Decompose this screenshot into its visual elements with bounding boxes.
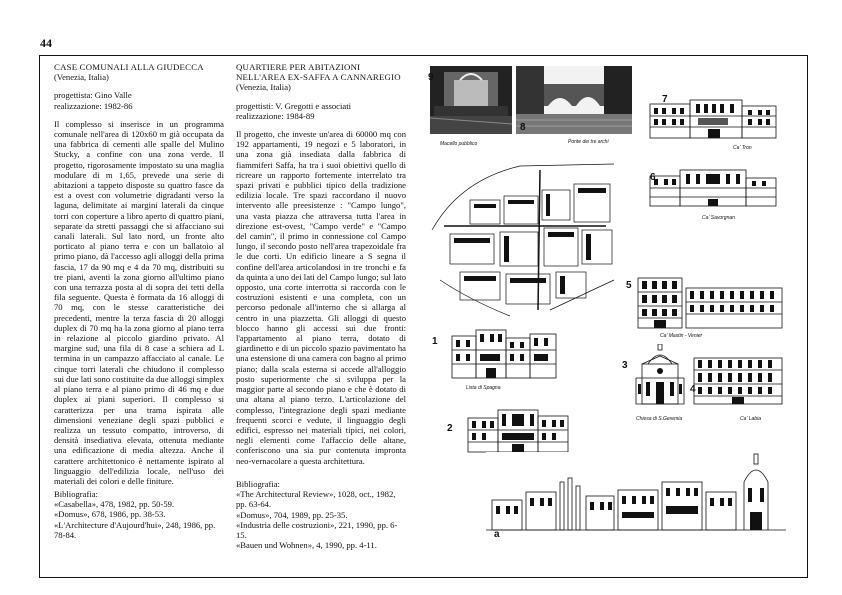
article-body: Il progetto, che investe un'area di 60000 mq con 192 appartamenti, 19 negozi e 5 laboratori, in una zona già insediata dalla fabbrica di fiammiferi Saffa, ha tra i suoi obiettivi quello di ricreare un rapporto fortemente interrelato tra spazi privati e pubblici tipico della tradizione edilizia locale. Tre spazi raccordano il nuovo intervento alle preesistenze : "Campo lungo", una vasta piazza che attraversa tutta l'area in direzione est-ovest, "Campo verde" e "Campo del camin", il primo in connessione col Campo lungo, il secondo posto nell'area trapezoidale fra le due corti. Un edificio lineare a S segna il confine dell'area articolandosi in tre tronchi e fa da quinta a uno dei lati del Campo lungo; sul lato opposto, una corte interrotta si raccorda con le costruzioni esistenti e una completa, con un percorso pedonale all'interno che si allarga al centro in una piazzetta. Gli alloggi di questo blocco hanno gli accessi sui due fronti: l'appartamento al piano terra, dotato di giardinetto e di un piccolo spazio pavimentato ha una estensione di una camera con bagno al primo piano; dalla scala esterna si accede all'alloggio posto superiormente che si sviluppa per la maggior parte al secondo piano e che è dotato di una altana al piano terzo. L'articolazione del complesso, l'integrazione degli spazi mediante frequenti scorci e vedute, il linguaggio degli edifici, espresso nei materiali tipici, nei colori, negli elementi come l'affaccio delle altane, conferiscono una sia pur contenuta impronta neo-vernacolare a questa architettura. [236, 129, 406, 466]
article-location: (Venezia, Italia) [236, 82, 291, 93]
figure-5-caption: Ca' Mastin - Venier [660, 333, 703, 339]
figure-5-number: 5 [626, 280, 632, 291]
bibliography-entry: «Industria delle costruzioni», 221, 1990, pp. 6-15. [236, 519, 398, 541]
figure-6-number: 6 [650, 172, 656, 183]
article-realization: realizzazione: 1982-86 [54, 100, 133, 111]
bibliography-left [54, 489, 226, 540]
figure-9-caption: Macello pubblico [440, 141, 478, 147]
bibliography-entry: «Bauen und Wohnen», 4, 1990, pp. 4-11. [236, 540, 377, 551]
bibliography-label: Bibliografia: [54, 489, 98, 499]
article-saffa [236, 62, 406, 466]
bibliography-label: Bibliografia: [236, 479, 280, 489]
figure-2-number: 2 [447, 423, 453, 434]
article-title: CASE COMUNALI ALLA GIUDECCA [54, 62, 204, 72]
figure-5-image [630, 274, 786, 330]
bibliography-entry: «L'Architecture d'Aujourd'hui», 248, 1986, pp. 78-84. [54, 519, 216, 540]
bibliography-right [236, 479, 408, 550]
figure-8-number: 8 [520, 122, 526, 133]
figure-1-image [450, 326, 558, 380]
article-giudecca [54, 62, 224, 486]
article-title: QUARTIERE PER ABITAZIONI NELL'AREA EX-SAFFA A CANNAREGIO [236, 62, 401, 83]
figure-4-image [692, 354, 784, 406]
figure-8-image [516, 66, 632, 134]
figure-6-image [648, 166, 778, 208]
figure-3-caption: Chiesa di S.Geremia [636, 416, 683, 422]
page-number: 44 [40, 36, 52, 50]
site-plan-image [430, 160, 616, 318]
article-body: Il complesso si inserisce in un programma comunale nell'area di 120x60 m già occupata da una fabbrica di cementi alle spalle del Mulino Stucky, a confine con una zona verde. Il progetto, rigorosamente impostato su una maglia modulare di m 1,65, prevede una serie di abitazioni a tappeto disposte su quattro fasce da est a ovest con volumetrie digradanti verso la laguna, delimitate ai margini laterali da cinque torri con coperture a libro aperto di quattro piani, separate da stretti passaggi che si affacciano sui canali laterali. Sul lato nord, un fronte alto porticato al piano terra e con un ballatoio al primo piano, dà l'accesso agli alloggi della prima fascia, 17 da 90 mq e 4 da 70 mq, distribuiti su tre piani, aventi la zona giorno all'ultimo piano con una terrazza posta al di sopra dei tetti della fila seguente. Questa è formata da 16 alloggi di 70 mq, con le stesse caratteristiche dei precedenti, mentre la terza fascia di 20 alloggi duplex di 70 mq ha la zona giorno al piano terra in relazione al piccolo giardino privato. Al margine sud, una fila di 8 case a schiera ad L termina in un campazzo affacciato al canale. Le cinque torri laterali che chiudono il complesso sui due lati sono costituite da due alloggi simplex al piano terra e al piano primo di 46 mq e due duplex ai piani superiori. Il complesso si caratterizza per una trama ispirata alle dimensioni veneziane degli spazi pubblici e realizza un tessuto compatto, introverso, di densità insediativa elevata, ottenuta mediante una edificazione di media altezza. Anche il carattere architettonico è nettamente ispirato al linguaggio dell'edilizia locale, nell'uso dei materiali dei colori e delle finiture. [54, 118, 224, 486]
figure-9-image [430, 66, 512, 134]
figure-7-number: 7 [662, 94, 668, 105]
figure-8-caption: Ponte dei tre archi [568, 139, 609, 145]
article-realization: realizzazione: 1984-89 [236, 110, 315, 121]
bibliography-entry: «The Architectural Review», 1028, oct., 1982, pp. 63-64. [236, 489, 396, 510]
figure-4-number: 4 [690, 384, 696, 395]
figure-a-number: a [494, 529, 500, 540]
figure-6-caption: Ca' Savorgnan [702, 215, 735, 221]
article-location: (Venezia, Italia) [54, 72, 109, 83]
bibliography-entry: «Domus», 704, 1989, pp. 25-35. [236, 509, 348, 520]
bibliography-entry: «Casabella», 478, 1982, pp. 50-59. [54, 499, 175, 510]
figure-3-number: 3 [622, 360, 628, 371]
figure-1-number: 1 [432, 336, 438, 347]
figure-a-image [486, 452, 786, 532]
figure-9-number: 9 [428, 72, 434, 83]
figure-4-caption: Ca' Labia [740, 416, 761, 422]
bibliography-entry: «Domus», 678, 1986, pp. 38-53. [54, 509, 166, 520]
article-designer: progettista: Gino Valle [54, 90, 132, 101]
figure-7-caption: Ca' Tron [733, 145, 752, 151]
figure-3-image [632, 344, 688, 406]
figure-1-caption: Lista di Spagna [466, 385, 501, 391]
figure-2-image [466, 406, 570, 454]
article-designer: progettisti: V. Gregotti e associati [236, 100, 351, 111]
